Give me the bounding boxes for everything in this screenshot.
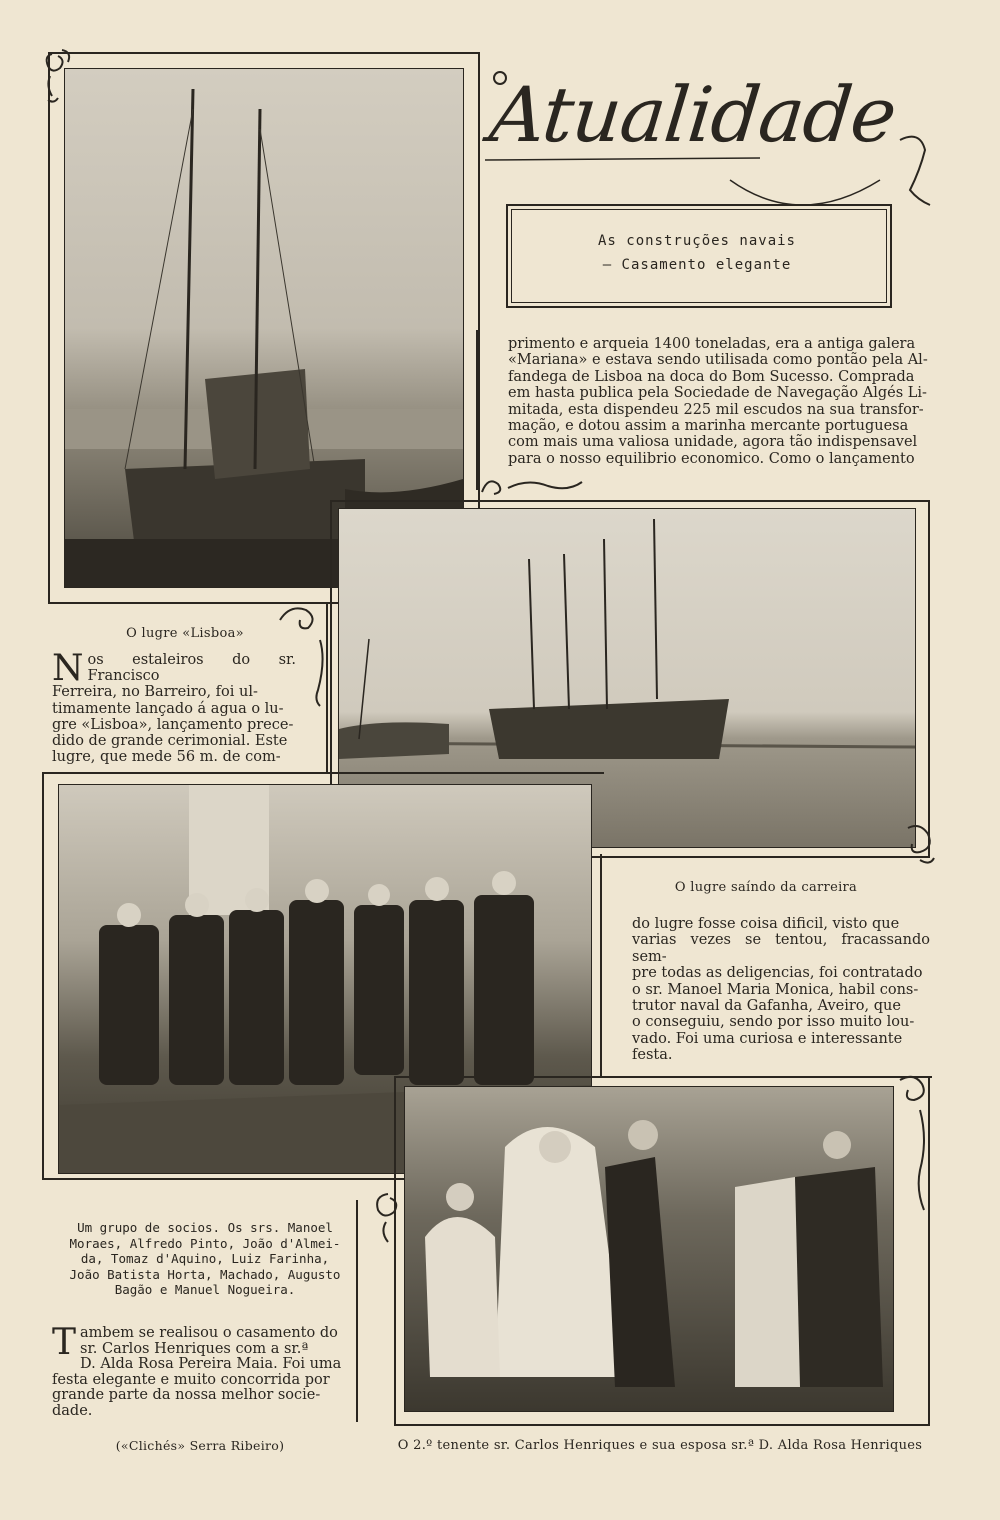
lisboa-caption: O lugre «Lisboa» bbox=[126, 626, 244, 641]
photo-wedding bbox=[404, 1086, 894, 1412]
saindo-line: o conseguiu, sendo por isso muito lou- bbox=[632, 1014, 915, 1031]
corner-ornament-wedding bbox=[368, 1186, 408, 1246]
lisboa-line: os estaleiros do sr. Francisco bbox=[87, 652, 296, 685]
group-caption-line: da, Tomaz d'Aquino, Luiz Farinha, bbox=[80, 1251, 330, 1266]
article-line: fandega de Lisboa na doca do Bom Sucesso. Comprada bbox=[508, 368, 915, 385]
saindo-caption: O lugre saíndo da carreira bbox=[674, 880, 858, 895]
lisboa-line: gre «Lisboa», lançamento prece- bbox=[52, 716, 294, 733]
lisboa-text bbox=[52, 648, 296, 766]
article-line: em hasta publica pela Sociedade de Navegação Algés Li- bbox=[508, 385, 927, 402]
article-line: primento e arqueia 1400 toneladas, era a antiga galera bbox=[508, 336, 916, 352]
group-caption bbox=[46, 1220, 364, 1298]
title-flourish bbox=[480, 60, 940, 220]
group-caption-line: Bagão e Manuel Nogueira. bbox=[114, 1282, 296, 1297]
subtitle-box bbox=[506, 204, 892, 308]
page-title: Atualidade bbox=[485, 70, 900, 159]
subtitle-line-2: — Casamento elegante bbox=[602, 257, 792, 273]
lisboa-line: dido de grande cerimonial. Este bbox=[52, 733, 288, 750]
article-line: mação, e dotou assim a marinha mercante portuguesa bbox=[508, 418, 909, 435]
group-caption-line: Um grupo de socios. Os srs. Manoel bbox=[77, 1220, 333, 1235]
group-caption-line: Moraes, Alfredo Pinto, João d'Almei- bbox=[69, 1235, 341, 1251]
saindo-line: festa. bbox=[632, 1047, 673, 1064]
wedding-caption: O 2.º tenente sr. Carlos Henriques e sua esposa sr.ª D. Alda Rosa Henriques bbox=[397, 1438, 923, 1453]
wedding-line: ambem se realisou o casamento do bbox=[80, 1325, 338, 1341]
wedding-line: grande parte da nossa melhor socie- bbox=[52, 1387, 321, 1403]
group-caption-line: João Batista Horta, Machado, Augusto bbox=[69, 1266, 341, 1282]
saindo-line: pre todas as deligencias, foi contratado bbox=[632, 965, 923, 982]
article-intro-text bbox=[508, 336, 934, 467]
article-intro-rule-left bbox=[476, 330, 478, 490]
saindo-line: do lugre fosse coisa dificil, visto que bbox=[632, 916, 900, 932]
subtitle-line-1: As construções navais bbox=[597, 233, 796, 249]
lisboa-line: Ferreira, no Barreiro, foi ul- bbox=[52, 684, 258, 701]
corner-ornament-top-left bbox=[42, 46, 78, 106]
wedding-line: D. Alda Rosa Pereira Maia. Foi uma bbox=[80, 1356, 342, 1372]
lisboa-line: lugre, que mede 56 m. de com- bbox=[52, 749, 281, 766]
lisboa-line: timamente lançado á agua o lu- bbox=[52, 700, 284, 717]
scroll-ornament-lisboa bbox=[270, 600, 330, 710]
article-line: mitada, esta dispendeu 225 mil escudos na sua transfor- bbox=[508, 401, 924, 418]
wedding-line: festa elegante e muito concorrida por bbox=[52, 1371, 330, 1388]
wedding-text-rule bbox=[356, 1200, 358, 1422]
saindo-line: o sr. Manoel Maria Monica, habil cons- bbox=[632, 981, 919, 998]
saindo-line: varias vezes se tentou, fracassando sem- bbox=[632, 932, 930, 965]
dropcap-n: N bbox=[52, 648, 84, 689]
article-line: «Mariana» e estava sendo utilisada como pontão pela Al- bbox=[508, 352, 928, 369]
saindo-line: trutor naval da Gafanha, Aveiro, que bbox=[632, 998, 901, 1015]
article-line: para o nosso equilibrio economico. Como o lançamento bbox=[508, 450, 915, 467]
saindo-text bbox=[632, 916, 930, 1064]
corner-ornament-wedding-right bbox=[890, 1070, 936, 1220]
wedding-line: sr. Carlos Henriques com a sr.ª bbox=[80, 1340, 309, 1357]
scroll-ornament-mid bbox=[478, 470, 588, 500]
photo-credits: («Clichés» Serra Ribeiro) bbox=[115, 1438, 285, 1453]
dropcap-t: T bbox=[52, 1322, 77, 1363]
article-line: com mais uma valiosa unidade, agora tão indispensavel bbox=[508, 434, 918, 451]
wedding-illustration bbox=[405, 1087, 893, 1411]
saindo-line: vado. Foi uma curiosa e interessante bbox=[632, 1030, 903, 1047]
wedding-line: dade. bbox=[52, 1402, 93, 1419]
wedding-text bbox=[52, 1322, 348, 1419]
